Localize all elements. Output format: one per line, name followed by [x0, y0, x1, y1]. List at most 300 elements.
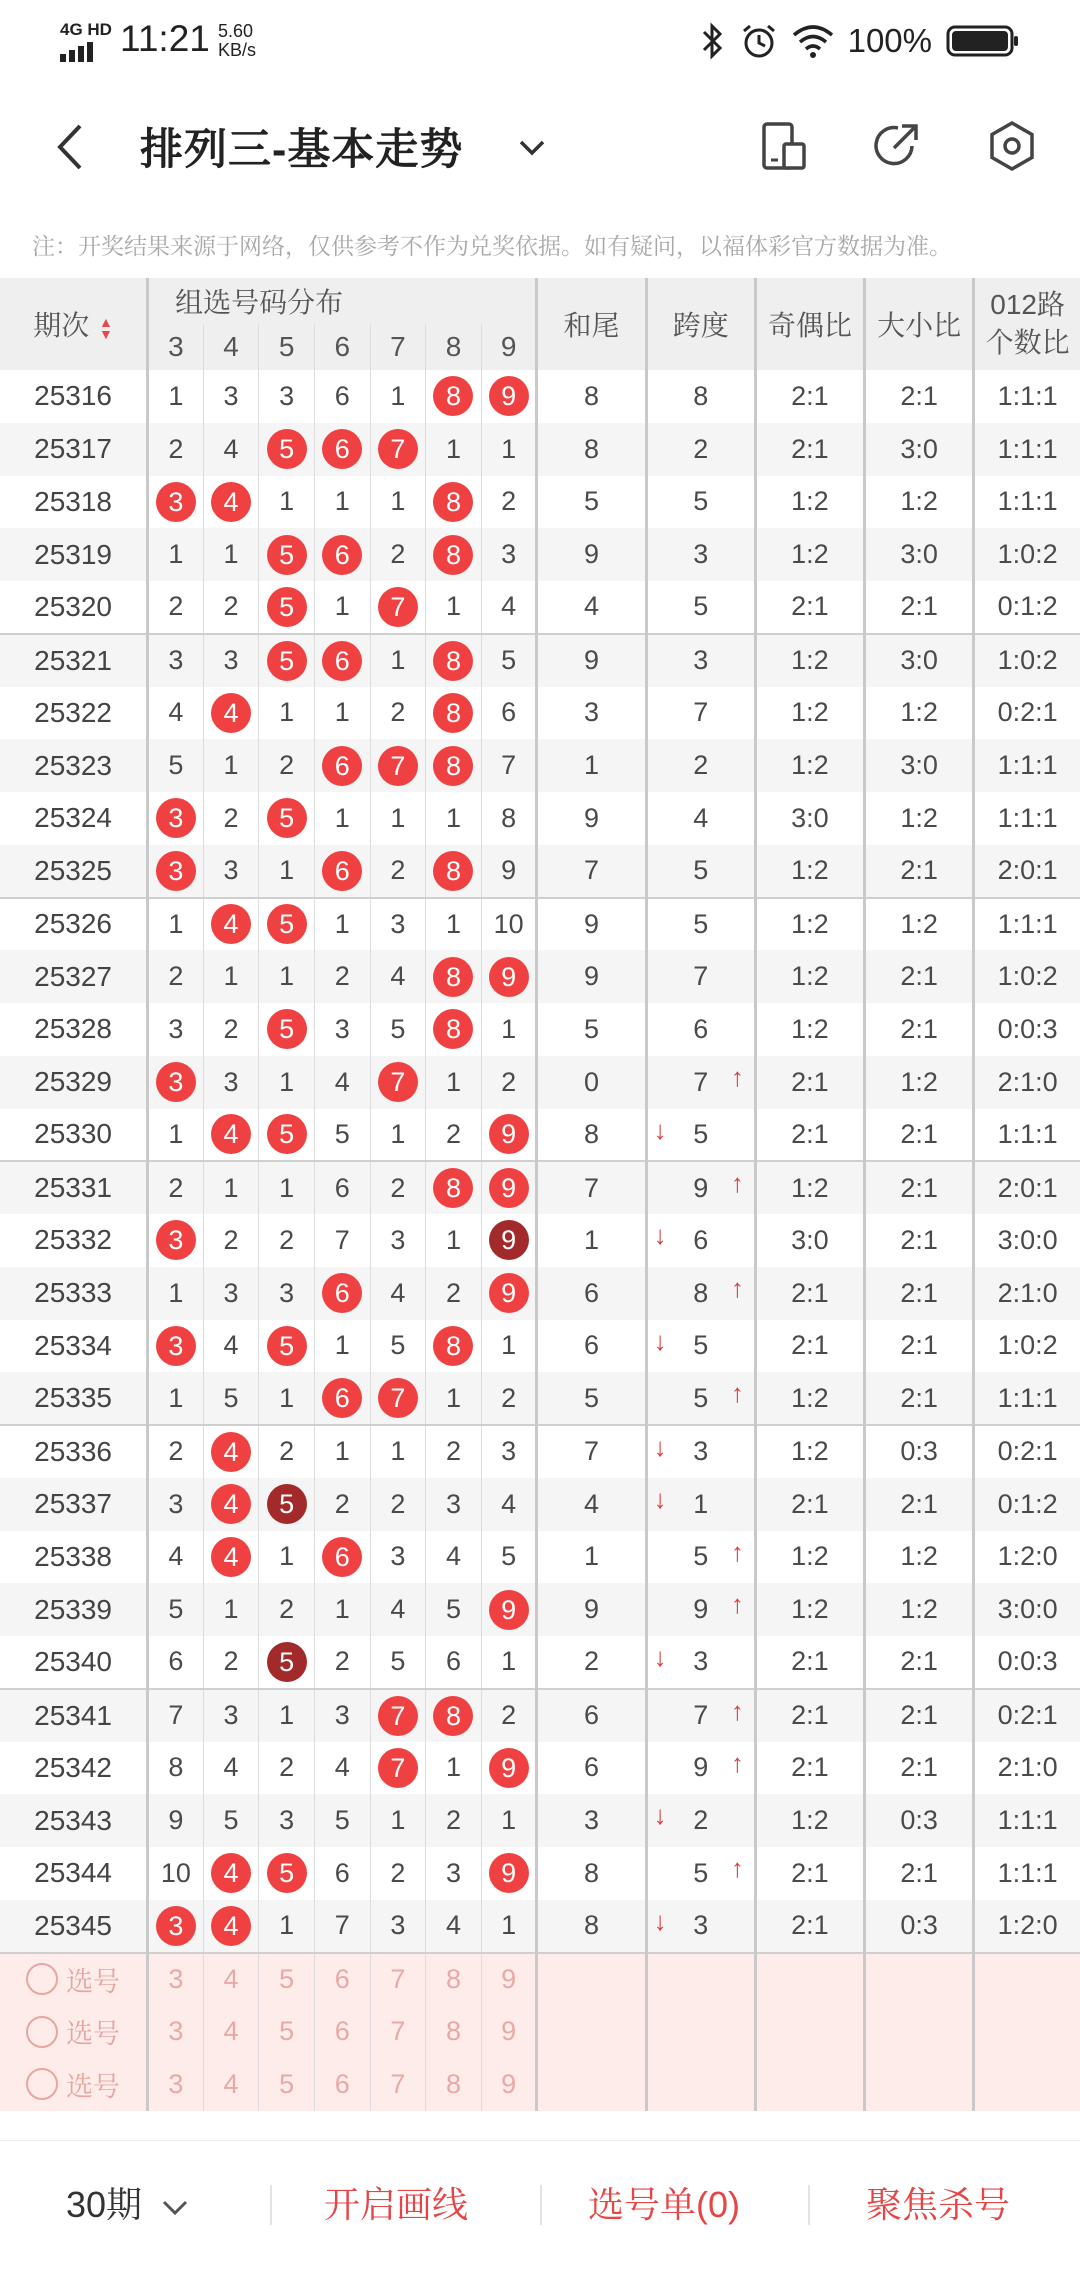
- digit-cell: 3: [203, 370, 259, 423]
- odd-even-ratio: 1:2: [755, 687, 864, 740]
- big-small-ratio: 3:0: [865, 634, 974, 687]
- digit-cell: [259, 1847, 315, 1900]
- route-012-ratio: 1:0:2: [974, 528, 1080, 581]
- digit-cell: [203, 1478, 259, 1531]
- digit-cell: 4: [203, 1742, 259, 1795]
- digit-cell: [314, 634, 370, 687]
- digit-cell: 3: [426, 1478, 482, 1531]
- digit-cell: [481, 1847, 537, 1900]
- digit-cell: [481, 1214, 537, 1267]
- issue-number: 25326: [0, 898, 148, 951]
- digit-cell: 2: [203, 581, 259, 634]
- page-title[interactable]: 排列三-基本走势: [140, 126, 464, 174]
- route-012-ratio: 1:2:0: [974, 1900, 1080, 1953]
- digit-cell: [370, 1056, 426, 1109]
- digit-cell: [370, 739, 426, 792]
- sum-tail: 2: [537, 1636, 646, 1689]
- hit-ball: 4: [211, 482, 251, 522]
- digit-cell: [370, 1742, 426, 1795]
- digit-cell: 5: [148, 739, 204, 792]
- hit-ball: 3: [156, 1220, 196, 1260]
- hit-ball: 9: [489, 1220, 529, 1260]
- digit-cell: [203, 898, 259, 951]
- period-selector[interactable]: [66, 2177, 190, 2228]
- sum-tail: 6: [537, 1320, 646, 1373]
- span-value: 7: [693, 697, 709, 728]
- digit-cell: 2: [370, 528, 426, 581]
- digit-cell: 1: [148, 1109, 204, 1162]
- hit-ball: 8: [433, 1326, 473, 1366]
- col-issue[interactable]: [0, 278, 148, 370]
- pick-digit[interactable]: 3: [148, 2005, 204, 2058]
- odd-even-ratio: 1:2: [755, 634, 864, 687]
- pick-digit[interactable]: 8: [426, 2005, 482, 2058]
- odd-even-ratio: 1:2: [755, 1425, 864, 1478]
- chevron-down-icon: [160, 2196, 190, 2218]
- sum-tail: 8: [537, 370, 646, 423]
- pick-digit[interactable]: 3: [148, 1953, 204, 2006]
- issue-number: 25328: [34, 1013, 112, 1045]
- big-small-ratio: 1:2: [865, 898, 974, 951]
- disclaimer-note: 注：开奖结果来源于网络，仅供参考不作为兑奖依据。如有疑问，以福体彩官方数据为准。: [32, 233, 952, 259]
- digit-cell: 1: [259, 476, 315, 529]
- span-cell: [646, 1583, 755, 1636]
- odd-even-ratio: 1:2: [755, 845, 864, 898]
- speed-unit: KB/s: [218, 40, 257, 60]
- digit-cell: 5: [203, 1794, 259, 1847]
- digit-cell: 2: [203, 1214, 259, 1267]
- digit-cell: [314, 1267, 370, 1320]
- pick-label: 选号: [66, 2019, 121, 2050]
- pick-list-button[interactable]: 选号单(0): [588, 2184, 740, 2225]
- big-small-ratio: 2:1: [865, 1267, 974, 1320]
- digit-cell: 1: [259, 950, 315, 1003]
- sum-tail: 9: [537, 1583, 646, 1636]
- hit-ball: 6: [322, 535, 362, 575]
- issue-number: 25316: [34, 380, 112, 412]
- hit-ball: 3: [156, 1326, 196, 1366]
- big-small-ratio: 1:2: [865, 1531, 974, 1584]
- odd-even-ratio: 2:1: [755, 370, 864, 423]
- hit-ball: 8: [433, 746, 473, 786]
- pick-empty-cell: [646, 2058, 755, 2111]
- digit-cell: 3: [314, 1003, 370, 1056]
- digit-cell: 4: [481, 1478, 537, 1531]
- digit-cell: 4: [426, 1531, 482, 1584]
- pick-digit[interactable]: 9: [481, 1953, 537, 2006]
- big-small-ratio: 1:2: [865, 792, 974, 845]
- digit-cell: 1: [259, 1056, 315, 1109]
- digit-cell: 1: [370, 476, 426, 529]
- pick-digit[interactable]: 8: [426, 2058, 482, 2111]
- table-row: [0, 1320, 1080, 1373]
- route-012-ratio: 2:0:1: [974, 1161, 1080, 1214]
- digit-cell: 7: [148, 1689, 204, 1742]
- digit-cell: 2: [259, 739, 315, 792]
- pick-empty-cell: [865, 1953, 974, 2006]
- table-row: [0, 581, 1080, 634]
- arrow-down-icon: ↓: [653, 1432, 667, 1462]
- digit-cell: 1: [148, 370, 204, 423]
- hit-ball: 9: [489, 1748, 529, 1788]
- odd-even-ratio: 2:1: [755, 1900, 864, 1953]
- sum-tail: 7: [537, 845, 646, 898]
- odd-even-ratio: 1:2: [755, 950, 864, 1003]
- radio-circle-icon[interactable]: [26, 2016, 58, 2048]
- digit-cell: [148, 792, 204, 845]
- issue-number: 25337: [0, 1478, 148, 1531]
- digit-cell: 1: [259, 845, 315, 898]
- span-cell: [646, 1161, 755, 1214]
- pick-empty-cell: [974, 2005, 1080, 2058]
- digit-cell: [370, 1689, 426, 1742]
- pick-empty-cell: [646, 1953, 755, 2006]
- focus-kill-button[interactable]: 聚焦杀号: [866, 2184, 1011, 2225]
- big-small-ratio: 0:3: [865, 1900, 974, 1953]
- table-row: [0, 1531, 1080, 1584]
- pick-row: [0, 1953, 1080, 2006]
- digit-cell: [426, 739, 482, 792]
- odd-even-ratio: 2:1: [755, 1847, 864, 1900]
- big-small-ratio: 0:3: [865, 1794, 974, 1847]
- col-digit-6: 6: [314, 324, 370, 370]
- odd-even-ratio: 1:2: [755, 476, 864, 529]
- span-value: 5: [693, 855, 709, 886]
- digit-cell: 1: [203, 1583, 259, 1636]
- digit-cell: 2: [259, 1214, 315, 1267]
- route-012-ratio: 2:0:1: [974, 845, 1080, 898]
- span-value: 9: [693, 1752, 709, 1783]
- chevron-down-icon[interactable]: [515, 130, 549, 164]
- span-value: 3: [693, 539, 709, 570]
- pick-digit[interactable]: 5: [259, 2058, 315, 2111]
- arrow-up-icon: ↑: [730, 1061, 744, 1092]
- digit-cell: 5: [481, 1531, 537, 1584]
- digit-cell: [314, 423, 370, 476]
- pick-digit[interactable]: 7: [370, 1953, 426, 2006]
- col-odd-even: 奇偶比: [755, 278, 864, 370]
- digit-cell: 2: [370, 687, 426, 740]
- issue-number: 25333: [0, 1267, 148, 1320]
- route-012-ratio: 0:1:2: [974, 1478, 1080, 1531]
- digit-cell: [203, 1425, 259, 1478]
- radio-circle-icon[interactable]: [26, 2068, 58, 2100]
- pick-digit[interactable]: 4: [203, 1953, 259, 2006]
- digit-cell: [259, 423, 315, 476]
- pick-digit[interactable]: 7: [370, 2005, 426, 2058]
- hit-ball: 9: [489, 1590, 529, 1630]
- sum-tail: 0: [537, 1056, 646, 1109]
- issue-number: 25339: [0, 1583, 148, 1636]
- pick-empty-cell: [537, 2005, 646, 2058]
- digit-cell: 1: [259, 1372, 315, 1425]
- pick-digit[interactable]: 4: [203, 2005, 259, 2058]
- issue-number: 25323: [0, 739, 148, 792]
- span-value: 8: [693, 1277, 709, 1308]
- digit-cell: 1: [481, 1636, 537, 1689]
- hit-ball: 8: [433, 482, 473, 522]
- route-012-ratio: 1:1:1: [974, 476, 1080, 529]
- big-small-ratio: 1:2: [865, 687, 974, 740]
- sum-tail: 8: [537, 1900, 646, 1953]
- pick-digit[interactable]: 6: [314, 2005, 370, 2058]
- odd-even-ratio: 2:1: [755, 1478, 864, 1531]
- digit-cell: 4: [370, 1583, 426, 1636]
- arrow-up-icon: ↑: [730, 1536, 744, 1567]
- digit-cell: [481, 370, 537, 423]
- table-row: [0, 1794, 1080, 1847]
- hit-ball: 5: [267, 535, 307, 575]
- signal-icon: [60, 40, 104, 62]
- pick-empty-cell: [974, 1953, 1080, 2006]
- digit-cell: [426, 1161, 482, 1214]
- table-row: [0, 1267, 1080, 1320]
- table-row: [0, 1056, 1080, 1109]
- digit-cell: [203, 1847, 259, 1900]
- arrow-up-icon: ↑: [730, 1168, 744, 1199]
- digit-cell: 1: [426, 1214, 482, 1267]
- table-row: [0, 739, 1080, 792]
- span-value: 5: [693, 1541, 709, 1572]
- back-icon[interactable]: [50, 120, 90, 174]
- digit-cell: 3: [148, 1478, 204, 1531]
- pick-digit[interactable]: 7: [370, 2058, 426, 2111]
- digit-cell: 9: [148, 1794, 204, 1847]
- arrow-up-icon: ↑: [730, 1378, 744, 1409]
- span-value: 1: [693, 1488, 709, 1519]
- digit-cell: 1: [426, 1742, 482, 1795]
- digit-cell: 1: [426, 898, 482, 951]
- settings-icon[interactable]: [984, 118, 1040, 174]
- big-small-ratio: 2:1: [865, 1847, 974, 1900]
- col-big-small: 大小比: [865, 278, 974, 370]
- digit-cell: [203, 476, 259, 529]
- digit-cell: [481, 1109, 537, 1162]
- hit-ball: 4: [211, 693, 251, 733]
- sum-tail: 6: [537, 1267, 646, 1320]
- span-value: 2: [693, 750, 709, 781]
- digit-cell: 7: [314, 1900, 370, 1953]
- col-digit-4: 4: [203, 324, 259, 370]
- hit-ball: 7: [378, 1062, 418, 1102]
- pick-empty-cell: [865, 2058, 974, 2111]
- route-012-ratio: 1:1:1: [974, 1372, 1080, 1425]
- hit-ball: 7: [378, 1696, 418, 1736]
- digit-cell: 2: [370, 1847, 426, 1900]
- digit-cell: 4: [203, 1320, 259, 1373]
- digit-cell: [148, 1056, 204, 1109]
- pick-digit[interactable]: 5: [259, 1953, 315, 2006]
- sort-icon[interactable]: ▲ ▼: [99, 313, 113, 342]
- hit-ball: 7: [378, 746, 418, 786]
- pick-select[interactable]: [0, 1953, 148, 2006]
- digit-cell: 6: [148, 1636, 204, 1689]
- hit-ball: 8: [433, 1009, 473, 1049]
- table-row: [0, 1425, 1080, 1478]
- digit-cell: 4: [370, 950, 426, 1003]
- table-row: [0, 1583, 1080, 1636]
- pick-digit[interactable]: 9: [481, 2005, 537, 2058]
- digit-cell: 1: [314, 476, 370, 529]
- route-012-ratio: 0:0:3: [974, 1636, 1080, 1689]
- digit-cell: 5: [481, 634, 537, 687]
- odd-even-ratio: 1:2: [755, 1161, 864, 1214]
- sum-tail: 9: [537, 898, 646, 951]
- span-value: 7: [693, 1700, 709, 1731]
- device-icon[interactable]: [756, 118, 812, 174]
- hit-ball: 3: [156, 482, 196, 522]
- issue-number: 25327: [0, 950, 148, 1003]
- digit-cell: 1: [426, 1056, 482, 1109]
- digit-cell: [370, 1372, 426, 1425]
- pick-select[interactable]: [0, 2058, 148, 2111]
- span-cell: [646, 1900, 755, 1953]
- digit-cell: [314, 1531, 370, 1584]
- digit-cell: [426, 1689, 482, 1742]
- route-012-ratio: 2:1:0: [974, 1742, 1080, 1795]
- pick-empty-cell: [755, 2005, 864, 2058]
- sum-tail: 1: [537, 1214, 646, 1267]
- odd-even-ratio: 3:0: [755, 792, 864, 845]
- digit-cell: 3: [426, 1847, 482, 1900]
- hit-ball: 3: [156, 1906, 196, 1946]
- table-row: [0, 1478, 1080, 1531]
- share-icon[interactable]: [868, 118, 924, 174]
- route-012-ratio: 1:1:1: [974, 1794, 1080, 1847]
- digit-cell: 3: [203, 1056, 259, 1109]
- span-cell: [646, 634, 755, 687]
- pick-digit[interactable]: 9: [481, 2058, 537, 2111]
- pick-select[interactable]: [0, 2005, 148, 2058]
- digit-cell: [426, 634, 482, 687]
- span-cell: [646, 528, 755, 581]
- big-small-ratio: 2:1: [865, 1161, 974, 1214]
- span-cell: [646, 1109, 755, 1162]
- span-cell: [646, 1531, 755, 1584]
- pick-empty-cell: [974, 2058, 1080, 2111]
- digit-cell: 1: [148, 898, 204, 951]
- table-row: [0, 950, 1080, 1003]
- digit-cell: 1: [259, 1689, 315, 1742]
- draw-line-button[interactable]: 开启画线: [324, 2184, 469, 2225]
- sum-tail: 9: [537, 528, 646, 581]
- route-012-ratio: 1:1:1: [974, 1109, 1080, 1162]
- issue-number: 25322: [34, 696, 112, 728]
- route-012-ratio: 1:0:2: [974, 634, 1080, 687]
- arrow-up-icon: ↑: [730, 1747, 744, 1778]
- pick-digit[interactable]: 5: [259, 2005, 315, 2058]
- digit-cell: 2: [314, 950, 370, 1003]
- digit-cell: 1: [259, 1531, 315, 1584]
- odd-even-ratio: 1:2: [755, 528, 864, 581]
- span-cell: [646, 1478, 755, 1531]
- digit-cell: [259, 1320, 315, 1373]
- hit-ball: 9: [489, 1273, 529, 1313]
- route-012-ratio: 0:1:2: [974, 581, 1080, 634]
- hit-ball: 6: [322, 1537, 362, 1577]
- odd-even-ratio: 2:1: [755, 423, 864, 476]
- sum-tail: 9: [537, 792, 646, 845]
- issue-number: 25321: [0, 634, 148, 687]
- span-value: 2: [693, 433, 709, 464]
- table-row: [0, 1900, 1080, 1953]
- digit-cell: 1: [314, 1425, 370, 1478]
- span-value: 5: [693, 486, 709, 517]
- digit-cell: 4: [203, 423, 259, 476]
- digit-cell: 6: [314, 370, 370, 423]
- radio-circle-icon[interactable]: [26, 1963, 58, 1995]
- hit-ball: 6: [322, 641, 362, 681]
- issue-number: 25324: [34, 802, 112, 834]
- pick-digit[interactable]: 6: [314, 2058, 370, 2111]
- digit-cell: [203, 1900, 259, 1953]
- digit-cell: [370, 423, 426, 476]
- pick-empty-cell: [865, 2005, 974, 2058]
- arrow-up-icon: ↑: [730, 1589, 744, 1620]
- digit-cell: 3: [148, 634, 204, 687]
- hit-ball: 5: [267, 587, 307, 627]
- span-value: 7: [693, 961, 709, 992]
- big-small-ratio: 0:3: [865, 1425, 974, 1478]
- bottom-bar: [0, 2140, 1080, 2280]
- pick-digit[interactable]: 3: [148, 2058, 204, 2111]
- hit-ball: 8: [433, 535, 473, 575]
- digit-cell: 2: [259, 1583, 315, 1636]
- pick-label: 选号: [66, 1966, 121, 1997]
- digit-cell: 2: [426, 1267, 482, 1320]
- digit-cell: [426, 1003, 482, 1056]
- pick-row: [0, 2005, 1080, 2058]
- hit-ball: 5: [267, 641, 307, 681]
- hit-ball: 5: [267, 1114, 307, 1154]
- network-type: 4G HD: [60, 20, 112, 39]
- route-012-ratio: 1:0:2: [974, 950, 1080, 1003]
- table-row: [0, 528, 1080, 581]
- digit-cell: 4: [314, 1742, 370, 1795]
- digit-cell: 2: [314, 1636, 370, 1689]
- digit-cell: [148, 1900, 204, 1953]
- hit-ball: 5: [267, 1642, 307, 1682]
- digit-cell: [259, 1003, 315, 1056]
- issue-number: 25338: [34, 1540, 112, 1572]
- route-012-ratio: 1:1:1: [974, 792, 1080, 845]
- table-row: [0, 845, 1080, 898]
- pick-row: [0, 2058, 1080, 2111]
- digit-cell: [148, 1320, 204, 1373]
- pick-digit[interactable]: 4: [203, 2058, 259, 2111]
- digit-cell: 3: [203, 845, 259, 898]
- digit-cell: 5: [148, 1583, 204, 1636]
- pick-digit[interactable]: 6: [314, 1953, 370, 2006]
- sum-tail: 4: [537, 1478, 646, 1531]
- odd-even-ratio: 2:1: [755, 1742, 864, 1795]
- span-cell: [646, 370, 755, 423]
- pick-digit[interactable]: 8: [426, 1953, 482, 2006]
- digit-cell: 2: [148, 950, 204, 1003]
- span-value: 5: [693, 1857, 709, 1888]
- issue-number: 25325: [0, 845, 148, 898]
- big-small-ratio: 3:0: [865, 528, 974, 581]
- issue-number: 25332: [34, 1224, 112, 1256]
- issue-number: 25343: [0, 1794, 148, 1847]
- sum-tail: 9: [537, 634, 646, 687]
- span-value: 6: [693, 1013, 709, 1044]
- span-value: 9: [693, 1594, 709, 1625]
- hit-ball: 7: [378, 587, 418, 627]
- digit-cell: [426, 1320, 482, 1373]
- hit-ball: 4: [211, 1853, 251, 1893]
- digit-cell: 3: [481, 528, 537, 581]
